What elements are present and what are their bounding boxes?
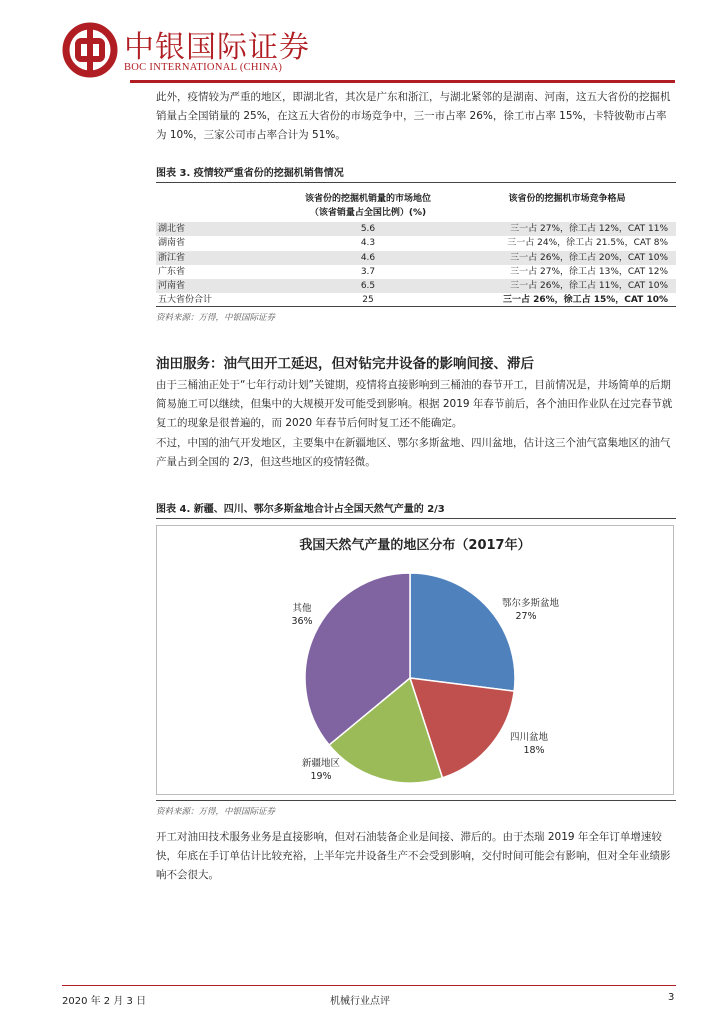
chart-bottom-rule xyxy=(156,800,676,801)
table-cell-competition: 三一占 26%，徐工占 20%，CAT 10% xyxy=(458,251,676,265)
pie-value-label-1: 18% xyxy=(523,745,545,756)
oil-paragraph-1: 由于三桶油正处于“七年行动计划”关键期，疫情将直接影响到三桶油的春节开工，目前情况是，井场简单的后期简易施工可以继续，但集中的大规模开发可能受到影响。根据 2019 年春节前后，各个油田作业队在过完春节就复工的现象是很普遍的，而 2020 年春节后何时复工还不能确定。 xyxy=(156,379,673,429)
table-cell-share: 3.7 xyxy=(360,266,376,277)
closing-paragraph: 开工对油田技术服务业务是直接影响，但对石油装备企业是间接、滞后的。由于杰瑞 2019 年全年订单增速较快，年底在手订单估计比较充裕，上半年完井设备生产不会受到影响，交付时间可能会有影响，但对全年业绩影响不会很大。 xyxy=(156,831,671,881)
pie-label-0: 鄂尔多斯盆地 xyxy=(502,598,560,609)
table-row xyxy=(156,222,676,236)
table-cell-share: 6.5 xyxy=(278,279,458,293)
table-cell-share: 4.3 xyxy=(360,238,376,249)
chart-figure-title: 图表 4. 新疆、四川、鄂尔多斯盆地合计占全国天然气产量的 2/3 xyxy=(156,504,445,515)
chart-source-note: 资料来源：万得，中银国际证券 xyxy=(156,807,276,817)
table-cell-competition: 三一占 27%，徐工占 13%，CAT 12% xyxy=(510,266,668,277)
table-cell-competition: 三一占 26%，徐工占 15%，CAT 10% xyxy=(458,293,676,307)
gas-production-pie-chart xyxy=(156,525,674,795)
pie-slice-0 xyxy=(410,573,515,691)
footer-date: 2020 年 2 月 3 日 xyxy=(62,996,147,1007)
chart-title: 我国天然气产量的地区分布（2017年） xyxy=(299,538,531,553)
pie-value-label-2: 19% xyxy=(310,771,332,782)
chart-top-rule xyxy=(156,518,676,519)
table-cell-competition: 三一占 26%，徐工占 11%，CAT 10% xyxy=(458,279,676,293)
table-cell-province: 湖南省 xyxy=(158,238,186,249)
table-cell-share: 25 xyxy=(278,293,458,307)
pie-label-3: 其他 xyxy=(292,603,312,614)
table-cell-province: 广东省 xyxy=(158,266,186,277)
table-row xyxy=(156,279,676,293)
table-row xyxy=(156,265,676,279)
table-header-competition: 该省份的挖掘机市场竞争格局 xyxy=(508,194,626,204)
brand-name-cn: 中银国际证券 xyxy=(124,30,310,65)
table-row xyxy=(156,236,676,250)
table-row xyxy=(156,251,676,265)
table-header-province xyxy=(156,190,278,222)
table-header-row xyxy=(156,190,676,222)
table-bottom-rule xyxy=(156,306,676,307)
footer-divider xyxy=(62,985,676,986)
table-source-note: 资料来源：万得，中银国际证券 xyxy=(156,313,276,323)
table-cell-province: 河南省 xyxy=(156,279,278,293)
header-divider xyxy=(130,80,675,83)
table-header-share-line2: （该省销量占全国比例）(%) xyxy=(309,208,427,218)
table-cell-share: 5.6 xyxy=(278,222,458,236)
table-header-share xyxy=(278,190,458,222)
boc-logo-icon xyxy=(62,22,118,78)
footer-page-number: 3 xyxy=(668,992,675,1003)
table-figure-title: 图表 3. 疫情较严重省份的挖掘机销售情况 xyxy=(156,168,344,179)
table-cell-province: 浙江省 xyxy=(156,251,278,265)
brand-name-en: BOC INTERNATIONAL (CHINA) xyxy=(124,62,283,73)
table-cell-competition: 三一占 27%，徐工占 12%，CAT 11% xyxy=(458,222,676,236)
table-cell-province: 湖北省 xyxy=(156,222,278,236)
table-cell-share: 4.6 xyxy=(278,251,458,265)
table-cell-competition: 三一占 24%，徐工占 21.5%，CAT 8% xyxy=(507,238,668,249)
section-heading: 油田服务：油气田开工延迟，但对钻完井设备的影响间接、滞后 xyxy=(156,356,534,372)
pie-value-label-0: 27% xyxy=(515,611,537,622)
pie-label-2: 新疆地区 xyxy=(301,758,341,769)
table-cell-province: 五大省份合计 xyxy=(156,293,278,307)
pie-value-label-3: 36% xyxy=(291,616,313,627)
pie-label-1: 四川盆地 xyxy=(510,732,549,743)
excavator-sales-table xyxy=(156,190,676,308)
footer-report-title: 机械行业点评 xyxy=(330,996,390,1007)
table-top-rule xyxy=(156,182,676,183)
oil-paragraph-2: 不过，中国的油气开发地区，主要集中在新疆地区、鄂尔多斯盆地、四川盆地，估计这三个油气富集地区的油气产量占到全国的 2/3，但这些地区的疫情轻微。 xyxy=(156,437,671,468)
intro-paragraph: 此外，疫情较为严重的地区，即湖北省，其次是广东和浙江，与湖北紧邻的是湖南、河南，这五大省份的挖掘机销量占全国销量的 25%，在这五大省份的市场竞争中，三一市占率 26%，徐工市占率 15%，卡特彼勒市占率为 10%，三家公司市占率合计为 51%。 xyxy=(156,91,671,141)
table-header-share-line1: 该省份的挖掘机销量的市场地位 xyxy=(304,194,431,204)
